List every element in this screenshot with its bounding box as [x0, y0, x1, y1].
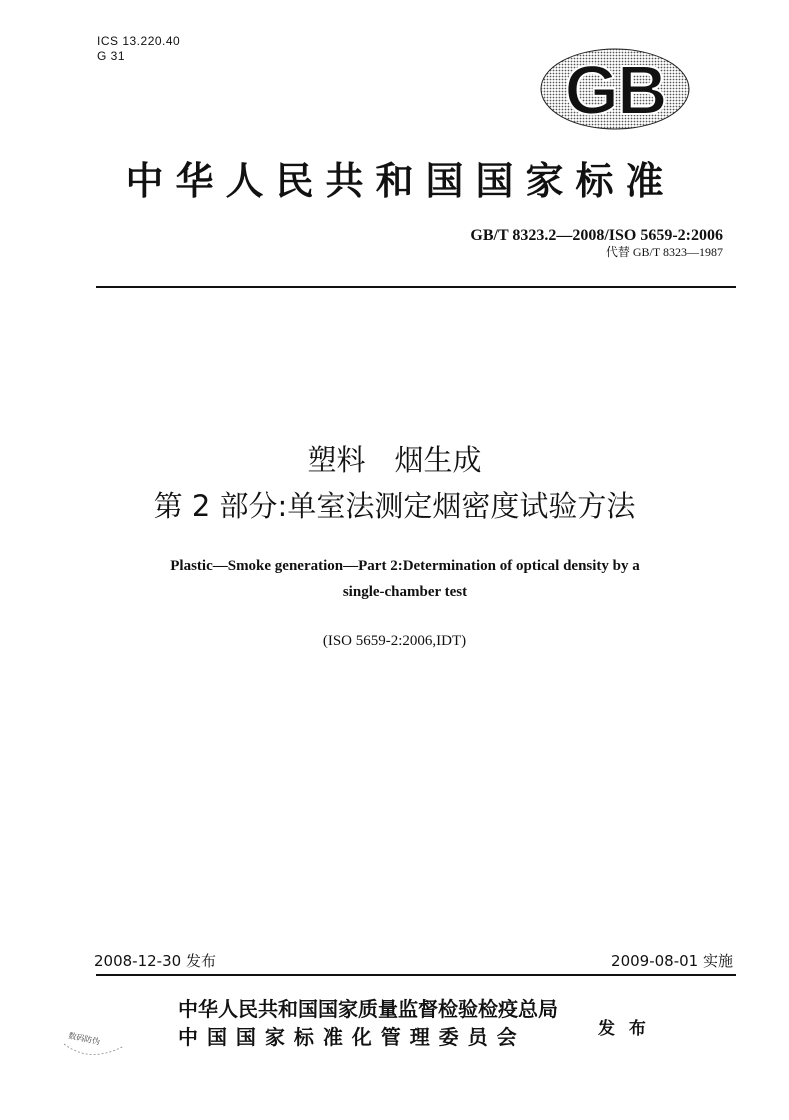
title-en-line2: single-chamber test: [342, 584, 468, 600]
title-cn-line1: 塑料 烟生成: [307, 443, 482, 477]
svg-text:GB: GB: [564, 51, 666, 129]
title-en-line1: Plastic—Smoke generation—Part 2:Determination of optical density by a: [170, 558, 640, 574]
anti-counterfeit-stamp: [60, 1022, 132, 1062]
svg-text:数码防伪: 数码防伪: [67, 1031, 101, 1047]
bottom-rule: [96, 974, 736, 976]
implementation-date: 2009-08-01 实施: [611, 952, 733, 970]
publish-label: 发 布: [598, 1019, 650, 1039]
category-code: G 31: [97, 49, 126, 63]
issue-date: 2008-12-30 发布: [94, 952, 216, 970]
ics-code: ICS 13.220.40: [97, 34, 181, 48]
national-standard-heading: 中华人民共和国国家标准: [125, 158, 676, 203]
issuer-sac: 中 国 国 家 标 准 化 管 理 委 员 会: [178, 1025, 518, 1049]
standard-number: GB/T 8323.2—2008/ISO 5659-2:2006: [470, 227, 723, 244]
title-cn-line2: 第 2 部分:单室法测定烟密度试验方法: [153, 489, 636, 523]
ics-classification: [97, 34, 180, 64]
gb-logo: [540, 48, 690, 130]
divider-rule: [96, 286, 736, 288]
replaces-standard: 代替 GB/T 8323—1987: [605, 245, 723, 259]
iso-equivalence: (ISO 5659-2:2006,IDT): [322, 633, 467, 649]
issuer-aqsiq: 中华人民共和国国家质量监督检验检疫总局: [178, 997, 558, 1021]
